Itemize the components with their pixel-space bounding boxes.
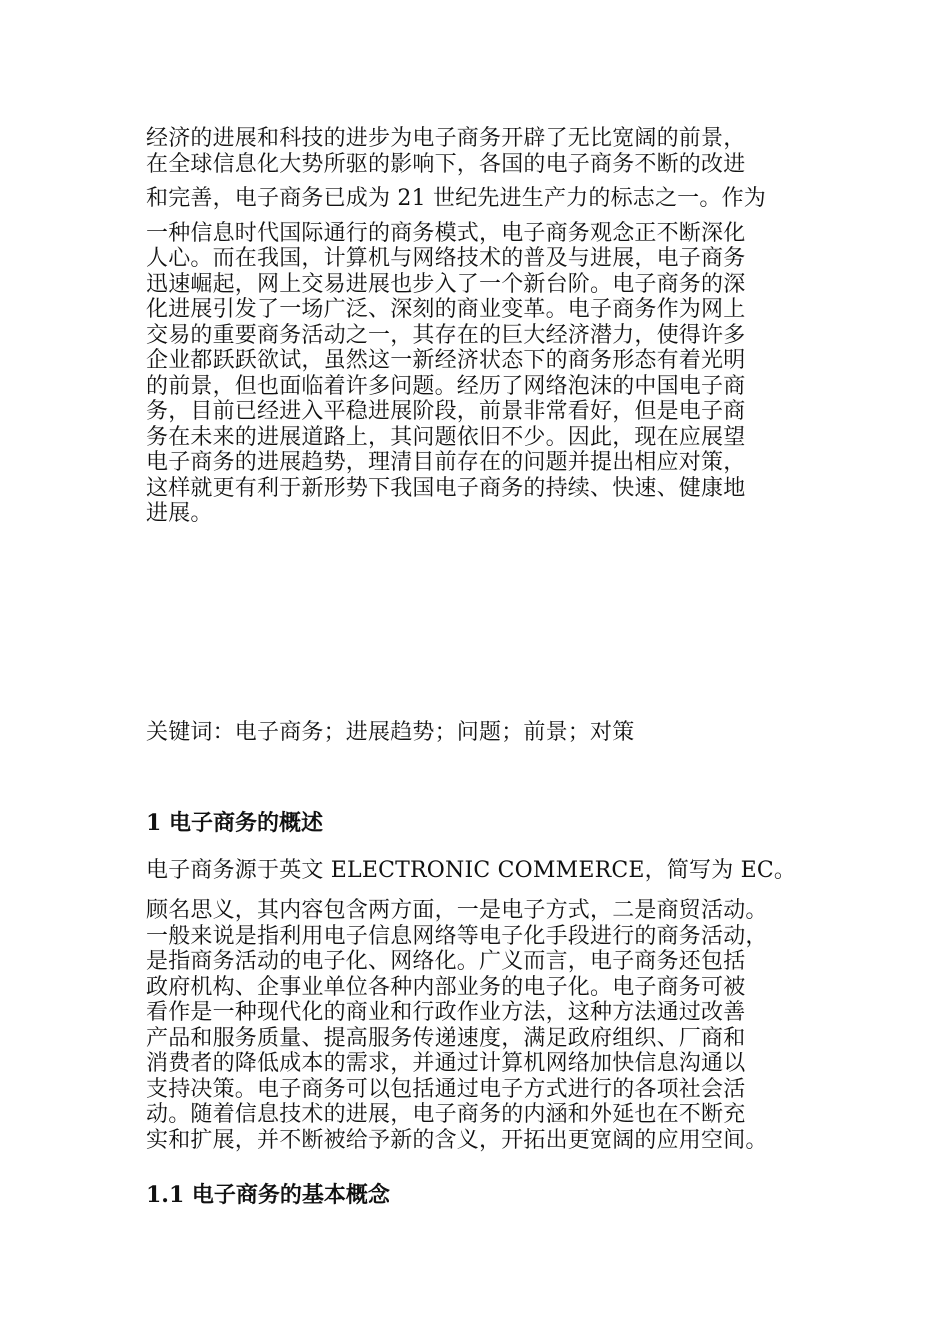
abstract-line: 务在未来的进展道路上，其问题依旧不少。因此，现在应展望 [146,424,746,450]
body-line: 实和扩展，并不断被给予新的含义，开拓出更宽阔的应用空间。 [146,1127,768,1153]
abstract-paragraph [146,126,810,527]
abstract-line: 这样就更有利于新形势下我国电子商务的持续、快速、健康地 [146,475,746,501]
abstract-line: 交易的重要商务活动之一，其存在的巨大经济潜力，使得许多 [146,322,746,348]
body-line: 顾名思义，其内容包含两方面，一是电子方式，二是商贸活动。 [146,898,768,923]
section-heading-1: 1 电子商务的概述 [146,810,323,836]
body-line: 消费者的降低成本的需求，并通过计算机网络加快信息沟通以 [146,1051,746,1076]
abstract-line: 一种信息时代国际通行的商务模式，电子商务观念正不断深化 [146,220,746,246]
abstract-line: 的前景，但也面临着许多问题。经历了网络泡沫的中国电子商 [146,373,746,399]
section-body-paragraph [146,898,810,1153]
section-intro-line: 电子商务源于英文 ELECTRONIC COMMERCE，简写为 EC。 [146,858,797,883]
body-line: 支持决策。电子商务可以包括通过电子方式进行的各项社会活 [146,1076,746,1102]
abstract-line: 迅速崛起，网上交易进展也步入了一个新台阶。电子商务的深 [146,271,746,297]
abstract-line: 经济的进展和科技的进步为电子商务开辟了无比宽阔的前景， [146,126,746,151]
body-line: 是指商务活动的电子化、网络化。广义而言，电子商务还包括 [146,949,746,974]
section-heading-1-1: 1.1 电子商务的基本概念 [146,1182,390,1208]
abstract-line: 企业都跃跃欲试，虽然这一新经济状态下的商务形态有着光明 [146,348,746,373]
abstract-line: 和完善，电子商务已成为 21 世纪先进生产力的标志之一。作为 [146,186,766,211]
body-line: 政府机构、企事业单位各种内部业务的电子化。电子商务可被 [146,974,746,1000]
abstract-line: 务，目前已经进入平稳进展阶段，前景非常看好，但是电子商 [146,399,746,424]
abstract-line: 化进展引发了一场广泛、深刻的商业变革。电子商务作为网上 [146,297,746,322]
abstract-line: 进展。 [146,501,213,526]
body-line: 产品和服务质量、提高服务传递速度，满足政府组织、厂商和 [146,1025,746,1051]
body-line: 动。随着信息技术的进展，电子商务的内涵和外延也在不断充 [146,1102,746,1127]
abstract-line: 人心。而在我国，计算机与网络技术的普及与进展，电子商务 [146,246,746,271]
body-line: 看作是一种现代化的商业和行政作业方法，这种方法通过改善 [146,1000,746,1025]
abstract-line: 电子商务的进展趋势，理清目前存在的问题并提出相应对策， [146,450,746,475]
body-line: 一般来说是指利用电子信息网络等电子化手段进行的商务活动， [146,923,768,949]
keywords-line: 关键词：电子商务；进展趋势；问题；前景；对策 [146,720,635,745]
abstract-line: 在全球信息化大势所驱的影响下，各国的电子商务不断的改进 [146,151,746,177]
